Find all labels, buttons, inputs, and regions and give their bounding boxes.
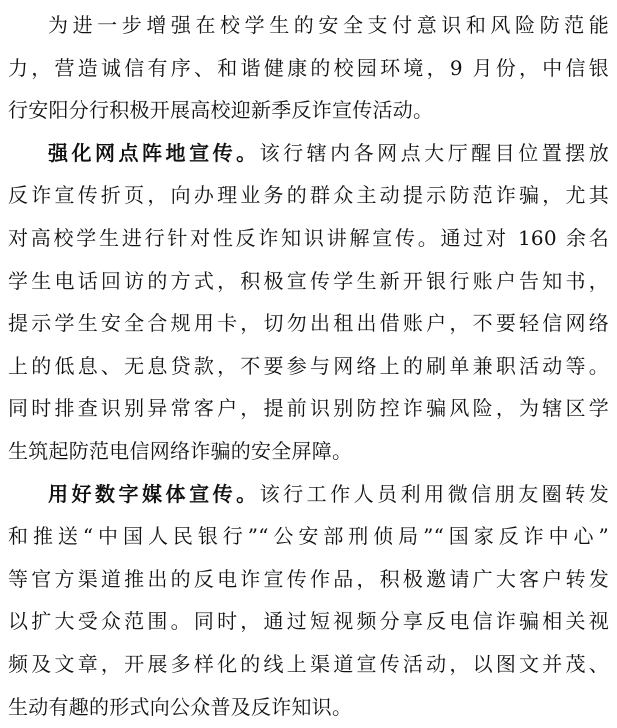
paragraph-line xyxy=(8,89,609,132)
paragraph-line xyxy=(8,4,609,47)
paragraph-line xyxy=(8,387,609,430)
paragraph-line xyxy=(8,345,609,388)
line-text: 学生电话回访的方式，积极宣传学生新开银行账户告知书， xyxy=(8,269,609,293)
paragraph-intro xyxy=(8,4,609,132)
line-text: 生筑起防范电信网络诈骗的安全屏障。 xyxy=(8,439,352,463)
line-text: 为进一步增强在校学生的安全支付意识和风险防范能 xyxy=(48,13,609,37)
line-text: 对高校学生进行针对性反诈知识讲解宣传。通过对 160 余名 xyxy=(8,226,609,250)
line-text: 力，营造诚信有序、和谐健康的校园环境，9 月份，中信银 xyxy=(8,56,609,80)
line-text: 反诈宣传折页，向办理业务的群众主动提示防范诈骗，尤其 xyxy=(8,183,609,207)
paragraph-line xyxy=(8,260,609,303)
line-text: 该行工作人员利用微信朋友圈转发 xyxy=(260,482,609,506)
paragraph-line xyxy=(8,132,609,175)
line-text: 频及文章，开展多样化的线上渠道宣传活动，以图文并茂、 xyxy=(8,652,609,676)
paragraph-line xyxy=(8,302,609,345)
paragraph-line xyxy=(8,473,609,516)
paragraph-line xyxy=(8,600,609,643)
paragraph-line xyxy=(8,515,609,558)
paragraph-line xyxy=(8,558,609,601)
line-text: 等官方渠道推出的反电诈宣传作品，积极邀请广大客户转发 xyxy=(8,567,609,591)
paragraph-line xyxy=(8,217,609,260)
paragraph-line xyxy=(8,643,609,686)
line-text: 以扩大受众范围。同时，通过短视频分享反电信诈骗相关视 xyxy=(8,609,609,633)
line-text: 和推送“中国人民银行”“公安部刑侦局”“国家反诈中心” xyxy=(8,524,609,548)
paragraph-line xyxy=(8,430,609,473)
line-text: 行安阳分行积极开展高校迎新季反诈宣传活动。 xyxy=(8,98,433,122)
paragraph-branch-promotion xyxy=(8,132,609,473)
line-text: 生动有趣的形式向公众普及反诈知识。 xyxy=(8,695,352,719)
line-text: 上的低息、无息贷款，不要参与网络上的刷单兼职活动等。 xyxy=(8,354,609,378)
line-text: 同时排查识别异常客户，提前识别防控诈骗风险，为辖区学 xyxy=(8,396,609,420)
line-text: 提示学生安全合规用卡，切勿出租出借账户，不要轻信网络 xyxy=(8,311,609,335)
paragraph-digital-media xyxy=(8,473,609,728)
paragraph-line xyxy=(8,174,609,217)
line-text: 该行辖内各网点大厅醒目位置摆放 xyxy=(260,141,609,165)
section-heading: 用好数字媒体宣传。 xyxy=(48,482,260,506)
section-heading: 强化网点阵地宣传。 xyxy=(48,141,260,165)
paragraph-line xyxy=(8,47,609,90)
